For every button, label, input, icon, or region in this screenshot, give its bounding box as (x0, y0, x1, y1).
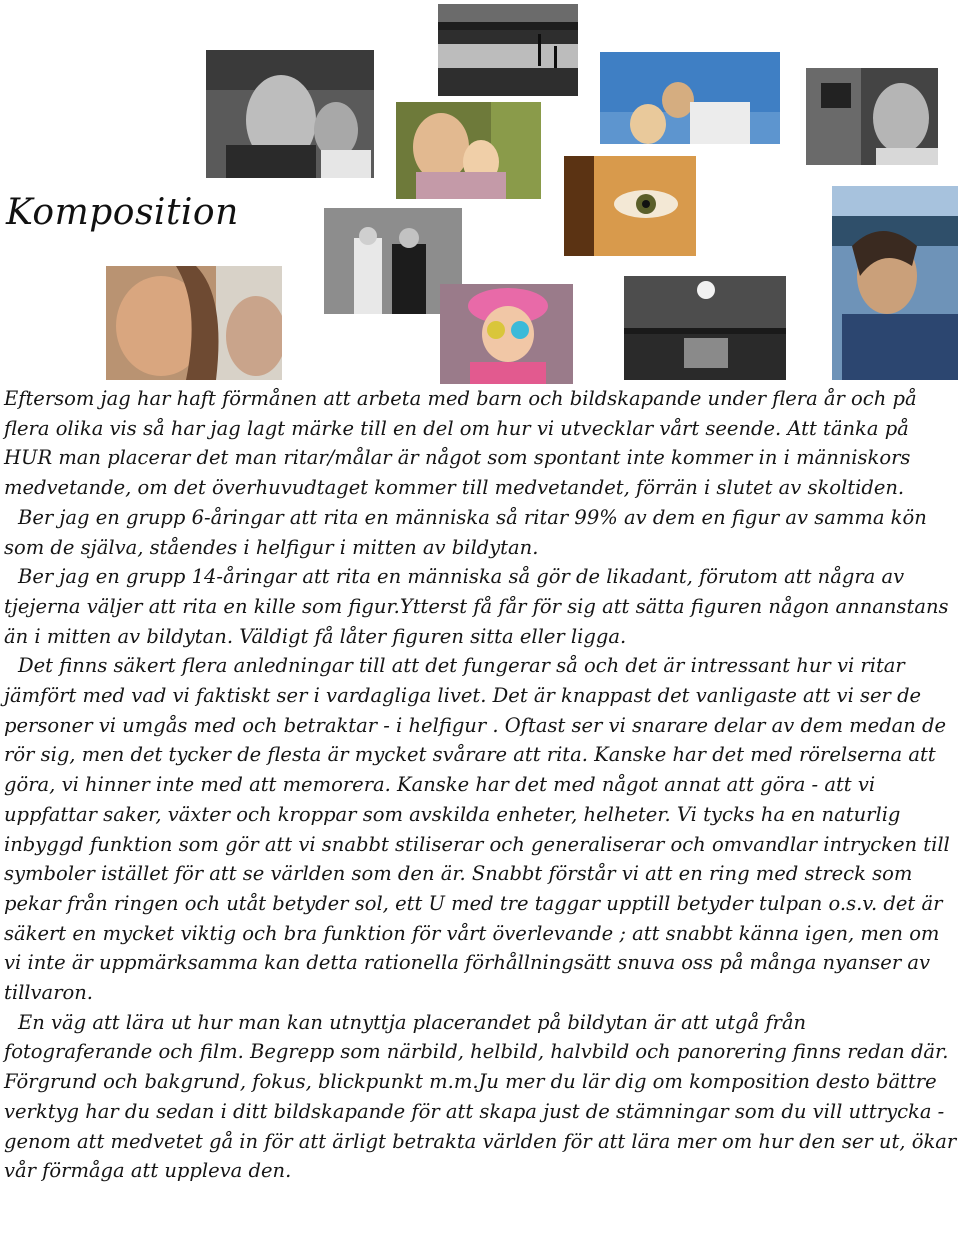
paragraph: Ber jag en grupp 6-åringar att rita en människa så ritar 99% av dem en figur av samma kön som de själva, ståendes i helfigur i mitten av bildytan. (4, 505, 927, 559)
photo-sun-over-sea-image (624, 276, 786, 380)
paragraph: En väg att lära ut hur man kan utnyttja placerandet på bildytan är att utgå från fotograferande och film. Begrepp som närbild, helbild, halvbild och panorering finns redan där. Förgrund och bakgrund, fokus, blickpunkt m.m.Ju mer du lär dig om komposition desto bättre verktyg har du sedan i ditt bildskapande för att skapa just de stämningar som du vill uttrycka - genom att medvetet gå in för att ärligt betrakta världen för att lära mer om hur den ser ut, ökar vår förmåga att uppleva den. (4, 1010, 957, 1183)
photo-lake-silhouettes (438, 4, 578, 96)
photo-eye-closeup (564, 156, 696, 256)
photo-woman-with-camera (806, 68, 938, 165)
photo-sun-over-sea (624, 276, 786, 380)
photo-girl-pink-hat (440, 284, 573, 384)
photo-couple-sky (600, 52, 780, 144)
photo-couple-sky-image (600, 52, 780, 144)
paragraph: Eftersom jag har haft förmånen att arbeta med barn och bildskapande under flera år och på flera olika vis så har jag lagt märke till en del om hur vi utvecklar vårt seende. Att tänka på HUR man placerar det man ritar/målar är något som spontant inte kommer in i människors medvetande, om det överhuvudtaget kommer till medvetandet, förrän i slutet av skoltiden. (4, 387, 917, 500)
photo-woman-with-camera-image (806, 68, 938, 165)
paragraph: Ber jag en grupp 14-åringar att rita en människa så gör de likadant, förutom att några av tjejerna väljer att rita en kille som figur.Ytterst få får för sig att sätta figuren någon annanstans än i mitten av bildytan. Väldigt få låter figuren sitta eller ligga. (4, 565, 949, 648)
paragraph: Det finns säkert flera anledningar till att det fungerar så och det är intressant hur vi ritar jämfört med vad vi faktiskt ser i vardagliga livet. Det är knappast det vanligaste att vi ser de personer vi umgås med och betraktar - i helfigur . Oftast ser vi snarare delar av dem medan de rör sig, men det tycker de flesta är mycket svårare att rita. Kanske har det med rörelserna att göra, vi hinner inte med att memorera. Kanske har det med något annat att göra - att vi uppfattar saker, växter och kroppar som avskilda enheter, helheter. Vi tycks ha en naturlig inbyggd funktion som gör att vi snabbt stiliserar och generaliserar och omvandlar intrycken till symboler istället för att se världen som den är. Snabbt förstår vi att en ring med streck som pekar från ringen och utåt betyder sol, ett U med tre taggar upptill betyder tulpan o.s.v. det är säkert en mycket viktig och bra funktion för vårt överlevande ; att snabbt känna igen, men om vi inte är uppmärksamma kan detta rationella förhållningsätt snuva oss på många nyanser av tillvaron. (4, 654, 950, 1005)
photo-laughing-faces (106, 266, 282, 380)
photo-mother-and-girls (396, 102, 541, 199)
photo-lake-silhouettes-image (438, 4, 578, 96)
photo-eye-closeup-image (564, 156, 696, 256)
photo-woman-eating-image (832, 186, 958, 380)
photo-girl-pink-hat-image (440, 284, 573, 384)
photo-mother-and-girls-image (396, 102, 541, 199)
photo-man-and-child-image (206, 50, 374, 178)
photo-laughing-faces-image (106, 266, 282, 380)
article-body (4, 384, 958, 1186)
photo-woman-eating (832, 186, 958, 380)
page-title: Komposition (6, 192, 239, 233)
photo-man-and-child (206, 50, 374, 178)
